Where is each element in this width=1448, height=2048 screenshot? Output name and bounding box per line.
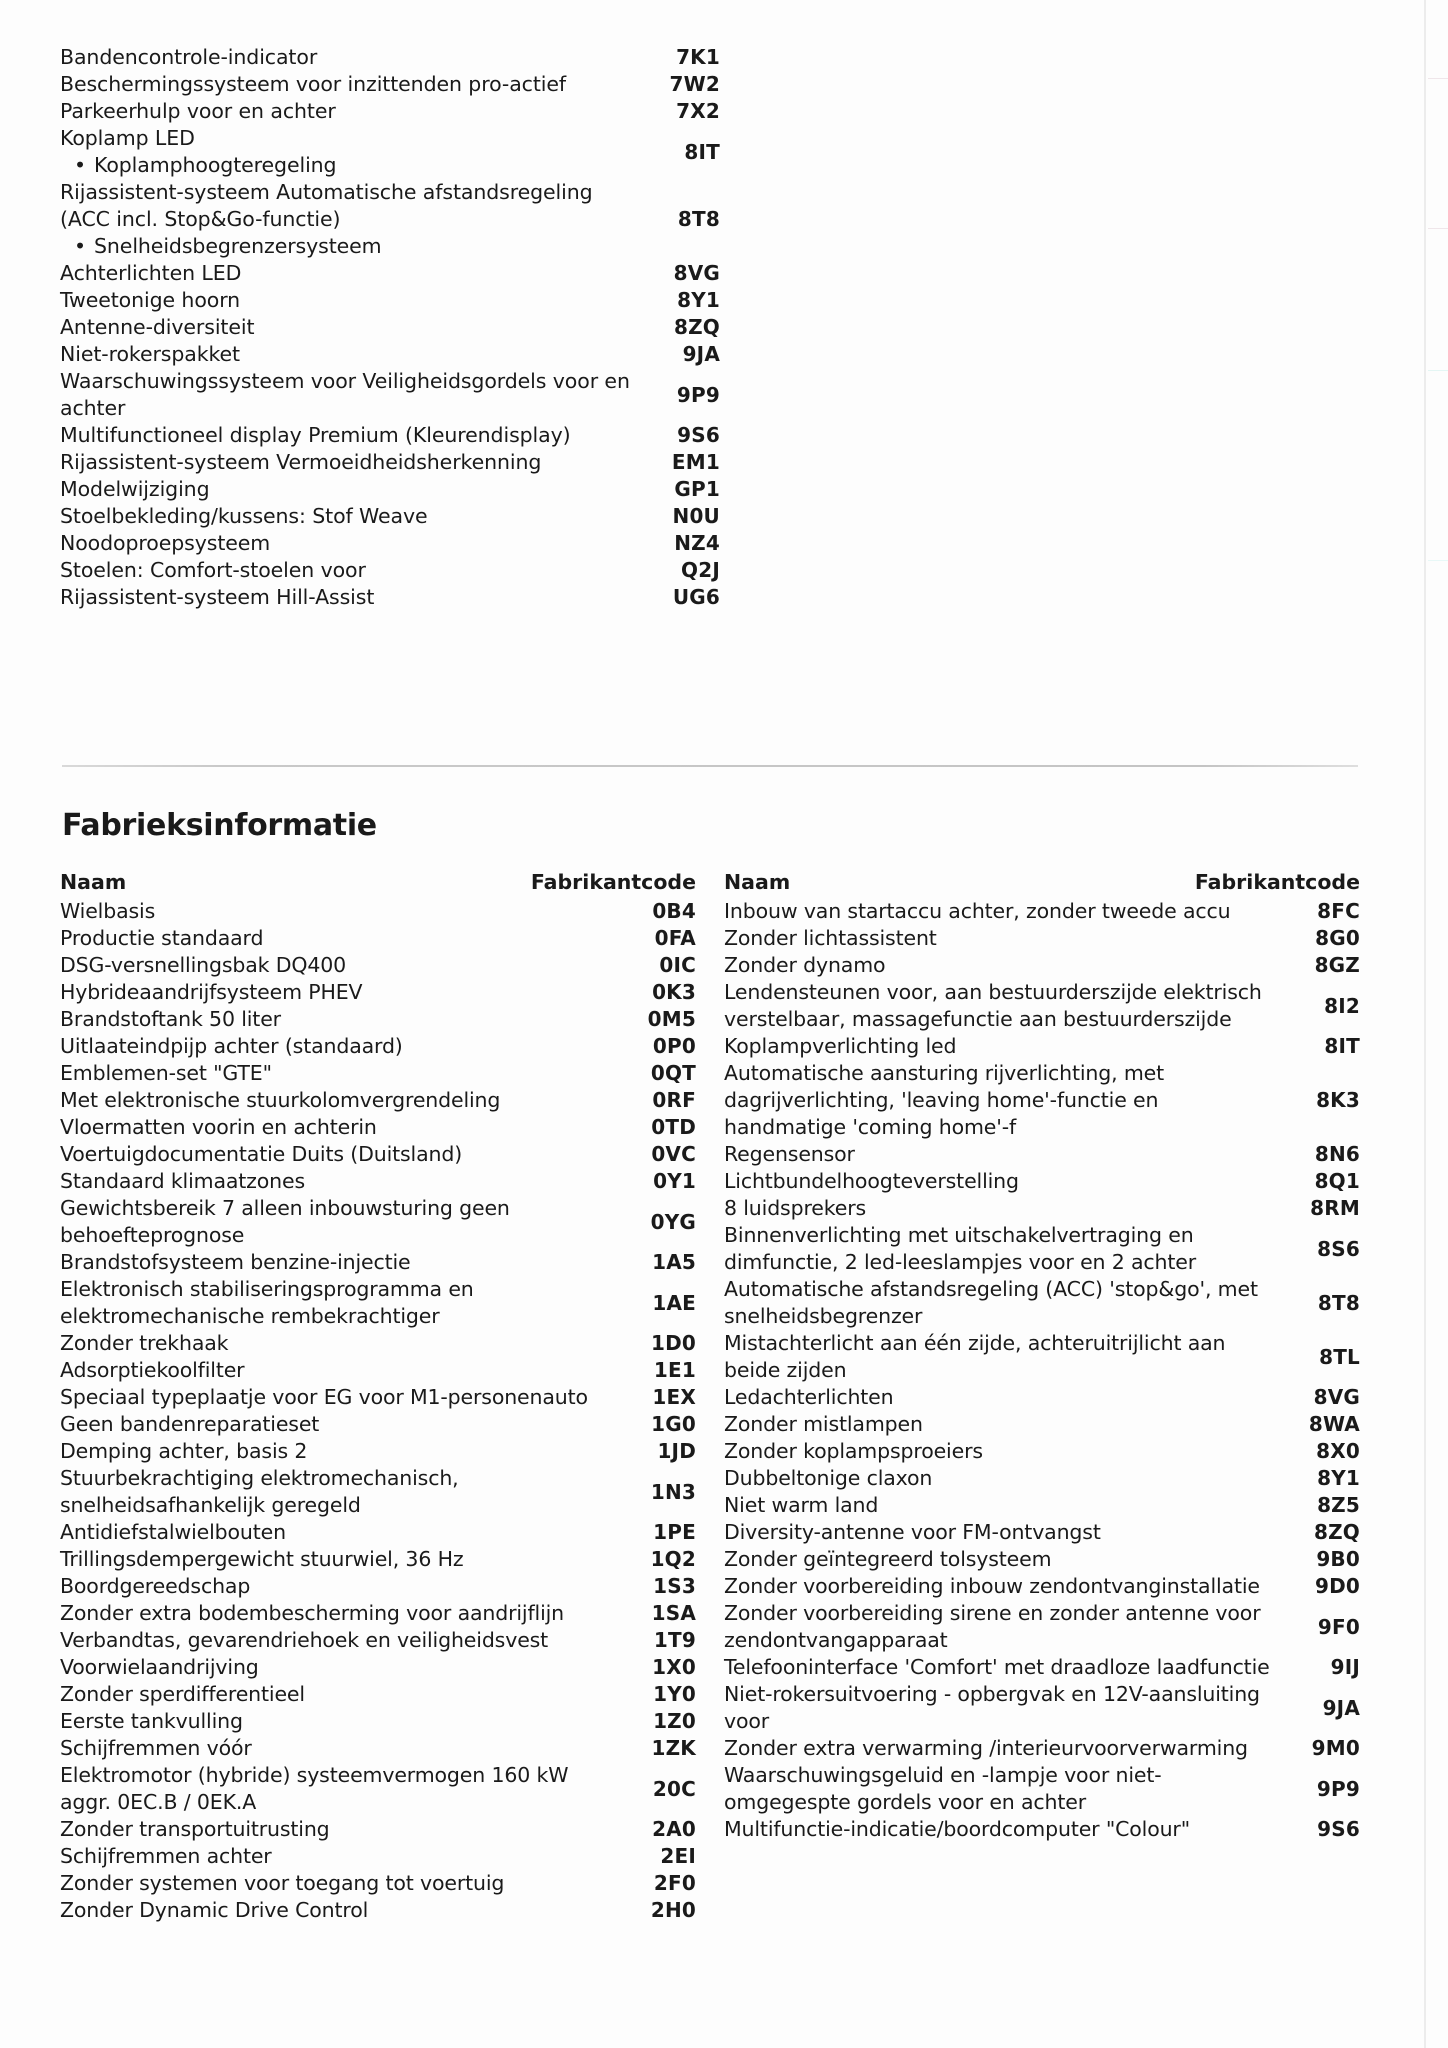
factory-info-name: Zonder voorbereiding sirene en zonder antenne voor zendontvangapparaat bbox=[724, 1601, 1261, 1652]
factory-info-name: Waarschuwingsgeluid en -lampje voor niet-omgegespte gordels voor en achter bbox=[724, 1763, 1162, 1814]
factory-info-name: Telefooninterface 'Comfort' met draadloze laadfunctie bbox=[724, 1655, 1270, 1679]
section-divider bbox=[62, 765, 1358, 767]
factory-info-code: 0FA bbox=[654, 926, 696, 950]
table-row bbox=[724, 1519, 1360, 1546]
table-row bbox=[60, 1195, 696, 1249]
factory-info-name: Automatische aansturing rijverlichting, met dagrijverlichting, 'leaving home'-functie en handmatige 'coming home'-f bbox=[724, 1061, 1164, 1139]
equipment-name-text: Parkeerhulp voor en achter bbox=[60, 99, 336, 123]
equipment-code: NZ4 bbox=[674, 531, 720, 555]
factory-info-name: Zonder lichtassistent bbox=[724, 926, 937, 950]
factory-info-name: Vloermatten voorin en achterin bbox=[60, 1115, 377, 1139]
equipment-sub-item bbox=[60, 152, 630, 179]
table-row bbox=[60, 1033, 696, 1060]
equipment-code: 8VG bbox=[673, 261, 720, 285]
equipment-row bbox=[60, 125, 720, 179]
equipment-name bbox=[60, 341, 630, 368]
table-row bbox=[724, 1222, 1360, 1276]
factory-info-table bbox=[60, 868, 1360, 1924]
factory-info-code: 8WA bbox=[1308, 1412, 1360, 1436]
factory-info-name: Elektromotor (hybride) systeemvermogen 160 kW aggr. 0EC.B / 0EK.A bbox=[60, 1763, 569, 1814]
table-row bbox=[724, 1384, 1360, 1411]
equipment-name bbox=[60, 503, 630, 530]
factory-info-name: Speciaal typeplaatje voor EG voor M1-personenauto bbox=[60, 1385, 588, 1409]
factory-info-name: Zonder transportuitrusting bbox=[60, 1817, 330, 1841]
equipment-name-text: Rijassistent-systeem Automatische afstandsregeling (ACC incl. Stop&Go-functie) bbox=[60, 180, 593, 231]
factory-info-name: Boordgereedschap bbox=[60, 1574, 251, 1598]
factory-info-code: 8FC bbox=[1317, 899, 1360, 923]
equipment-row bbox=[60, 341, 720, 368]
equipment-code: 7W2 bbox=[669, 72, 720, 96]
factory-info-name: Productie standaard bbox=[60, 926, 264, 950]
equipment-name bbox=[60, 476, 630, 503]
factory-info-name: Lendensteunen voor, aan bestuurderszijde elektrisch verstelbaar, massagefunctie aan bestuurderszijde bbox=[724, 980, 1262, 1031]
factory-info-name: Niet warm land bbox=[724, 1493, 879, 1517]
factory-info-name: Uitlaateindpijp achter (standaard) bbox=[60, 1034, 403, 1058]
factory-info-code: 0QT bbox=[650, 1061, 696, 1085]
factory-info-name: Voertuigdocumentatie Duits (Duitsland) bbox=[60, 1142, 463, 1166]
factory-info-code: 0TD bbox=[651, 1115, 696, 1139]
equipment-name-text: Beschermingssysteem voor inzittenden pro-actief bbox=[60, 72, 567, 96]
equipment-name-text: Koplamp LED bbox=[60, 126, 195, 150]
factory-info-code: 8Q1 bbox=[1314, 1169, 1360, 1193]
equipment-row bbox=[60, 530, 720, 557]
table-row bbox=[60, 1249, 696, 1276]
factory-info-code: 8Z5 bbox=[1317, 1493, 1360, 1517]
table-row bbox=[60, 1465, 696, 1519]
factory-info-code: 1S3 bbox=[653, 1574, 696, 1598]
factory-info-name: Brandstoftank 50 liter bbox=[60, 1007, 281, 1031]
table-row bbox=[60, 1546, 696, 1573]
factory-info-code: 1X0 bbox=[652, 1655, 696, 1679]
equipment-name-text: Stoelen: Comfort-stoelen voor bbox=[60, 558, 366, 582]
factory-info-name: Zonder sperdifferentieel bbox=[60, 1682, 305, 1706]
factory-info-name: Zonder voorbereiding inbouw zendontvanginstallatie bbox=[724, 1574, 1260, 1598]
factory-info-code: 9P9 bbox=[1316, 1776, 1360, 1801]
table-row bbox=[60, 1735, 696, 1762]
factory-info-code: 0RF bbox=[652, 1088, 696, 1112]
equipment-row bbox=[60, 179, 720, 260]
factory-info-name: Zonder extra verwarming /interieurvoorverwarming bbox=[724, 1736, 1248, 1760]
factory-info-name: Voorwielaandrijving bbox=[60, 1655, 259, 1679]
factory-info-code: 1EX bbox=[652, 1385, 696, 1409]
equipment-sub-item-label: Snelheidsbegrenzersysteem bbox=[94, 234, 382, 258]
equipment-name-text: Modelwijziging bbox=[60, 477, 210, 501]
equipment-sub-item-label: Koplamphoogteregeling bbox=[94, 153, 337, 177]
factory-info-name: Brandstofsysteem benzine-injectie bbox=[60, 1250, 411, 1274]
equipment-code: N0U bbox=[672, 504, 720, 528]
equipment-code: 8IT bbox=[684, 139, 720, 164]
factory-info-name: Gewichtsbereik 7 alleen inbouwsturing geen behoefteprognose bbox=[60, 1196, 510, 1247]
factory-info-code: 8Y1 bbox=[1317, 1466, 1360, 1490]
factory-info-name: Met elektronische stuurkolomvergrendeling bbox=[60, 1088, 501, 1112]
equipment-name bbox=[60, 260, 630, 287]
equipment-row bbox=[60, 368, 720, 422]
equipment-name bbox=[60, 98, 630, 125]
equipment-name-text: Tweetonige hoorn bbox=[60, 288, 241, 312]
table-row bbox=[724, 1168, 1360, 1195]
factory-info-name: Lichtbundelhoogteverstelling bbox=[724, 1169, 1019, 1193]
factory-info-name: Demping achter, basis 2 bbox=[60, 1439, 308, 1463]
table-row bbox=[60, 1060, 696, 1087]
table-row bbox=[60, 1573, 696, 1600]
equipment-name-text: Rijassistent-systeem Vermoeidheidsherkenning bbox=[60, 450, 542, 474]
equipment-row bbox=[60, 71, 720, 98]
table-row bbox=[724, 1735, 1360, 1762]
factory-info-code: 8I2 bbox=[1324, 993, 1360, 1018]
factory-info-name: DSG-versnellingsbak DQ400 bbox=[60, 953, 347, 977]
table-row bbox=[60, 1114, 696, 1141]
factory-info-code: 1T9 bbox=[653, 1628, 696, 1652]
table-row bbox=[724, 1276, 1360, 1330]
table-row bbox=[724, 1438, 1360, 1465]
factory-info-code: 8GZ bbox=[1314, 953, 1360, 977]
equipment-row bbox=[60, 557, 720, 584]
factory-info-name: Geen bandenreparatieset bbox=[60, 1412, 320, 1436]
factory-info-name: Hybrideaandrijfsysteem PHEV bbox=[60, 980, 363, 1004]
table-row bbox=[60, 1330, 696, 1357]
factory-info-name: Schijfremmen vóór bbox=[60, 1736, 252, 1760]
table-row bbox=[60, 1168, 696, 1195]
equipment-code: 9JA bbox=[682, 342, 720, 366]
factory-info-name: Zonder systemen voor toegang tot voertuig bbox=[60, 1871, 505, 1895]
bullet-icon: • bbox=[74, 234, 86, 258]
table-row bbox=[60, 1897, 696, 1924]
factory-info-code: 8T8 bbox=[1317, 1290, 1360, 1315]
factory-info-name: Verbandtas, gevarendriehoek en veiligheidsvest bbox=[60, 1628, 549, 1652]
equipment-name-text: Achterlichten LED bbox=[60, 261, 242, 285]
factory-info-name: Ledachterlichten bbox=[724, 1385, 894, 1409]
table-row bbox=[724, 925, 1360, 952]
factory-info-code: 8ZQ bbox=[1313, 1520, 1360, 1544]
equipment-name-text: Antenne-diversiteit bbox=[60, 315, 255, 339]
factory-info-code: 2F0 bbox=[653, 1871, 696, 1895]
factory-info-name: Stuurbekrachtiging elektromechanisch, snelheidsafhankelijk geregeld bbox=[60, 1466, 459, 1517]
factory-info-code: 8S6 bbox=[1317, 1236, 1360, 1261]
factory-info-code: 8IT bbox=[1324, 1034, 1360, 1058]
equipment-row bbox=[60, 476, 720, 503]
factory-info-name: Trillingsdempergewicht stuurwiel, 36 Hz bbox=[60, 1547, 464, 1571]
equipment-code: EM1 bbox=[671, 450, 720, 474]
table-row bbox=[60, 1006, 696, 1033]
factory-info-name: Zonder mistlampen bbox=[724, 1412, 923, 1436]
factory-info-name: Zonder dynamo bbox=[724, 953, 886, 977]
table-row bbox=[60, 1519, 696, 1546]
equipment-row bbox=[60, 44, 720, 71]
table-row bbox=[60, 1762, 696, 1816]
factory-info-code: 8K3 bbox=[1316, 1088, 1360, 1112]
factory-info-code: 2EI bbox=[660, 1844, 696, 1868]
factory-info-code: 0K3 bbox=[652, 980, 696, 1004]
factory-info-code: 0Y1 bbox=[653, 1169, 696, 1193]
table-row bbox=[724, 1816, 1360, 1843]
equipment-code: 8Y1 bbox=[677, 288, 720, 312]
equipment-name bbox=[60, 314, 630, 341]
factory-info-code: 20C bbox=[652, 1776, 696, 1801]
equipment-row bbox=[60, 260, 720, 287]
equipment-code: GP1 bbox=[674, 477, 720, 501]
table-row bbox=[60, 1411, 696, 1438]
factory-info-name: Inbouw van startaccu achter, zonder tweede accu bbox=[724, 899, 1231, 923]
factory-info-code: 0B4 bbox=[652, 899, 696, 923]
factory-info-code: 1PE bbox=[653, 1520, 696, 1544]
equipment-code: 8T8 bbox=[677, 207, 720, 231]
equipment-name-text: Noodoproepsysteem bbox=[60, 531, 271, 555]
factory-info-code: 9JA bbox=[1322, 1695, 1360, 1720]
factory-info-code: 8G0 bbox=[1315, 926, 1360, 950]
table-row bbox=[60, 952, 696, 979]
equipment-name bbox=[60, 179, 630, 260]
equipment-list bbox=[60, 44, 720, 611]
equipment-row bbox=[60, 98, 720, 125]
table-row bbox=[724, 1573, 1360, 1600]
table-row bbox=[60, 1681, 696, 1708]
equipment-row bbox=[60, 314, 720, 341]
equipment-name-text: Stoelbekleding/kussens: Stof Weave bbox=[60, 504, 428, 528]
table-row bbox=[60, 1276, 696, 1330]
table-row bbox=[724, 1492, 1360, 1519]
table-row bbox=[60, 1384, 696, 1411]
table-row bbox=[60, 1654, 696, 1681]
table-row bbox=[60, 1843, 696, 1870]
factory-info-code: 0IC bbox=[659, 953, 696, 977]
factory-info-code: 8VG bbox=[1313, 1385, 1360, 1409]
factory-info-name: Dubbeltonige claxon bbox=[724, 1466, 933, 1490]
factory-info-code: 1A5 bbox=[652, 1250, 696, 1274]
table-row bbox=[724, 1330, 1360, 1384]
factory-info-name: 8 luidsprekers bbox=[724, 1196, 867, 1220]
factory-info-code: 9F0 bbox=[1317, 1614, 1360, 1639]
equipment-row bbox=[60, 584, 720, 611]
column-header-right bbox=[724, 868, 1360, 896]
factory-info-name: Adsorptiekoolfilter bbox=[60, 1358, 245, 1382]
table-row bbox=[60, 1600, 696, 1627]
table-row bbox=[724, 1654, 1360, 1681]
table-row bbox=[724, 1465, 1360, 1492]
factory-info-name: Zonder extra bodembescherming voor aandrijflijn bbox=[60, 1601, 565, 1625]
table-row bbox=[724, 1141, 1360, 1168]
header-label-name: Naam bbox=[724, 870, 791, 894]
equipment-name bbox=[60, 584, 630, 611]
column-header-left bbox=[60, 868, 696, 896]
factory-info-name: Antidiefstalwielbouten bbox=[60, 1520, 286, 1544]
equipment-code: UG6 bbox=[672, 585, 720, 609]
factory-info-name: Zonder Dynamic Drive Control bbox=[60, 1898, 369, 1922]
factory-info-code: 0P0 bbox=[652, 1034, 696, 1058]
factory-info-code: 1N3 bbox=[650, 1479, 696, 1504]
factory-info-code: 0VC bbox=[651, 1142, 696, 1166]
factory-info-left-rows bbox=[60, 898, 696, 1924]
equipment-name-text: Rijassistent-systeem Hill-Assist bbox=[60, 585, 375, 609]
factory-info-code: 2A0 bbox=[652, 1817, 696, 1841]
factory-info-name: Mistachterlicht aan één zijde, achteruitrijlicht aan beide zijden bbox=[724, 1331, 1226, 1382]
page-title: Fabrieksinformatie bbox=[62, 808, 377, 843]
factory-info-name: Elektronisch stabiliseringsprogramma en elektromechanische rembekrachtiger bbox=[60, 1277, 474, 1328]
factory-info-code: 0YG bbox=[650, 1209, 696, 1234]
factory-info-code: 8N6 bbox=[1314, 1142, 1360, 1166]
factory-info-code: 1AE bbox=[652, 1290, 696, 1315]
factory-info-right-column bbox=[724, 868, 1360, 1924]
table-row bbox=[60, 1087, 696, 1114]
table-row bbox=[724, 1600, 1360, 1654]
equipment-name-text: Waarschuwingssysteem voor Veiligheidsgordels voor en achter bbox=[60, 369, 630, 420]
table-row bbox=[724, 952, 1360, 979]
factory-info-name: Standaard klimaatzones bbox=[60, 1169, 306, 1193]
equipment-code: 9P9 bbox=[676, 382, 720, 407]
factory-info-code: 8TL bbox=[1319, 1344, 1360, 1369]
header-label-name: Naam bbox=[60, 870, 127, 894]
bullet-icon: • bbox=[74, 153, 86, 177]
scan-artifact-tick bbox=[1428, 370, 1448, 371]
factory-info-right-rows bbox=[724, 898, 1360, 1843]
factory-info-name: Eerste tankvulling bbox=[60, 1709, 243, 1733]
factory-info-code: 9S6 bbox=[1317, 1817, 1360, 1841]
factory-info-code: 1G0 bbox=[651, 1412, 696, 1436]
equipment-name bbox=[60, 125, 630, 179]
table-row bbox=[724, 898, 1360, 925]
table-row bbox=[724, 979, 1360, 1033]
table-row bbox=[60, 1870, 696, 1897]
factory-info-name: Diversity-antenne voor FM-ontvangst bbox=[724, 1520, 1101, 1544]
factory-info-code: 2H0 bbox=[650, 1898, 696, 1922]
table-row bbox=[60, 898, 696, 925]
factory-info-name: Emblemen-set "GTE" bbox=[60, 1061, 272, 1085]
equipment-row bbox=[60, 449, 720, 476]
factory-info-code: 1Y0 bbox=[653, 1682, 696, 1706]
factory-info-code: 0M5 bbox=[647, 1007, 696, 1031]
equipment-name bbox=[60, 449, 630, 476]
factory-info-name: Binnenverlichting met uitschakelvertraging en dimfunctie, 2 led-leeslampjes voor en 2 achter bbox=[724, 1223, 1196, 1274]
factory-info-code: 8X0 bbox=[1316, 1439, 1360, 1463]
factory-info-name: Niet-rokersuitvoering - opbergvak en 12V-aansluiting voor bbox=[724, 1682, 1260, 1733]
equipment-name-text: Niet-rokerspakket bbox=[60, 342, 240, 366]
table-row bbox=[724, 1195, 1360, 1222]
equipment-name-text: Multifunctioneel display Premium (Kleurendisplay) bbox=[60, 423, 571, 447]
scan-artifact-tick bbox=[1428, 560, 1448, 561]
table-row bbox=[60, 1708, 696, 1735]
factory-info-code: 1JD bbox=[657, 1439, 696, 1463]
table-row bbox=[724, 1546, 1360, 1573]
equipment-sub-item bbox=[60, 233, 630, 260]
equipment-code: 7K1 bbox=[676, 45, 720, 69]
table-row bbox=[724, 1411, 1360, 1438]
equipment-name bbox=[60, 530, 630, 557]
factory-info-code: 8RM bbox=[1310, 1196, 1360, 1220]
scan-artifact-tick bbox=[1428, 228, 1448, 229]
equipment-code: 7X2 bbox=[676, 99, 720, 123]
factory-info-name: Multifunctie-indicatie/boordcomputer "Colour" bbox=[724, 1817, 1190, 1841]
table-row bbox=[60, 1627, 696, 1654]
table-row bbox=[724, 1033, 1360, 1060]
factory-info-code: 1E1 bbox=[653, 1358, 696, 1382]
scan-artifact-vertical-line bbox=[1424, 0, 1426, 2048]
table-row bbox=[724, 1681, 1360, 1735]
factory-info-name: Zonder geïntegreerd tolsysteem bbox=[724, 1547, 1052, 1571]
table-row bbox=[60, 1816, 696, 1843]
factory-info-left-column bbox=[60, 868, 696, 1924]
table-row bbox=[724, 1060, 1360, 1141]
equipment-code: Q2J bbox=[681, 558, 720, 582]
equipment-code: 8ZQ bbox=[673, 315, 720, 339]
table-row bbox=[60, 1357, 696, 1384]
factory-info-code: 9IJ bbox=[1330, 1655, 1360, 1679]
table-row bbox=[60, 1141, 696, 1168]
equipment-name bbox=[60, 287, 630, 314]
factory-info-name: Wielbasis bbox=[60, 899, 156, 923]
factory-info-code: 1Z0 bbox=[653, 1709, 696, 1733]
factory-info-name: Zonder koplampsproeiers bbox=[724, 1439, 983, 1463]
factory-info-name: Automatische afstandsregeling (ACC) 'stop&go', met snelheidsbegrenzer bbox=[724, 1277, 1258, 1328]
factory-info-code: 9M0 bbox=[1311, 1736, 1360, 1760]
equipment-name bbox=[60, 44, 630, 71]
factory-info-name: Schijfremmen achter bbox=[60, 1844, 272, 1868]
header-label-code: Fabrikantcode bbox=[1194, 870, 1360, 894]
equipment-row bbox=[60, 287, 720, 314]
factory-info-code: 1D0 bbox=[650, 1331, 696, 1355]
equipment-name-text: Bandencontrole-indicator bbox=[60, 45, 318, 69]
table-row bbox=[724, 1762, 1360, 1816]
equipment-code: 9S6 bbox=[677, 423, 720, 447]
equipment-name bbox=[60, 368, 630, 422]
table-row bbox=[60, 979, 696, 1006]
header-label-code: Fabrikantcode bbox=[530, 870, 696, 894]
table-row bbox=[60, 1438, 696, 1465]
factory-info-code: 9D0 bbox=[1314, 1574, 1360, 1598]
factory-info-name: Zonder trekhaak bbox=[60, 1331, 229, 1355]
factory-info-name: Koplampverlichting led bbox=[724, 1034, 957, 1058]
equipment-name bbox=[60, 422, 630, 449]
equipment-row bbox=[60, 422, 720, 449]
factory-info-code: 9B0 bbox=[1316, 1547, 1360, 1571]
factory-info-name: Regensensor bbox=[724, 1142, 855, 1166]
factory-info-code: 1ZK bbox=[651, 1736, 696, 1760]
equipment-name bbox=[60, 71, 630, 98]
scan-artifact-tick bbox=[1428, 78, 1448, 79]
equipment-row bbox=[60, 503, 720, 530]
equipment-name bbox=[60, 557, 630, 584]
factory-info-code: 1Q2 bbox=[650, 1547, 696, 1571]
table-row bbox=[60, 925, 696, 952]
factory-info-code: 1SA bbox=[651, 1601, 696, 1625]
